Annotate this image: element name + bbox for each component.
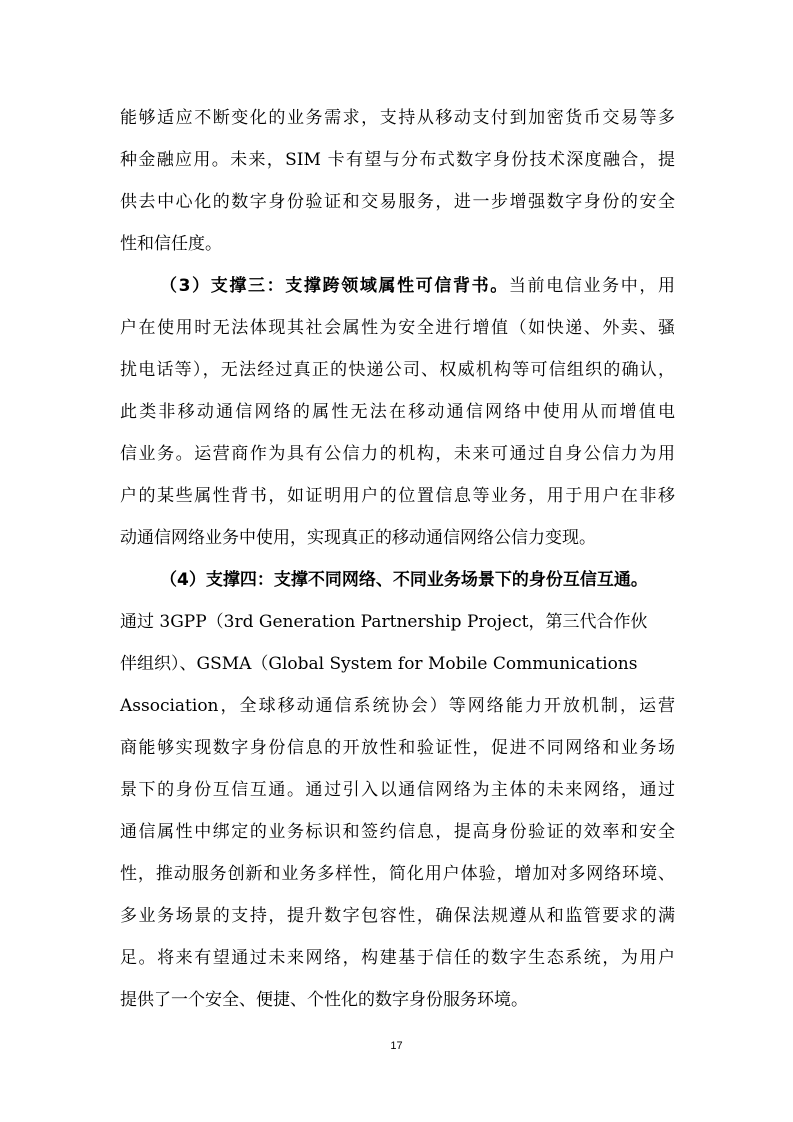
paragraph-2-heading: （3）支撑三：支撑跨领域属性可信背书。 <box>160 276 509 296</box>
paragraph-3-line-11: 提供了一个安全、便捷、个性化的数字身份服务环境。 <box>120 990 528 1010</box>
paragraph-3-line-5: 商能够实现数字身份信息的开放性和验证性，促进不同网络和业务场 <box>120 738 675 758</box>
paragraph-3-line-4: Association，全球移动通信系统协会）等网络能力开放机制，运营 <box>120 696 675 716</box>
paragraph-2-line-6: 户的某些属性背书，如证明用户的位置信息等业务，用于用户在非移 <box>120 486 675 506</box>
paragraph-2-line-2: 户在使用时无法体现其社会属性为安全进行增值（如快递、外卖、骚 <box>120 318 675 338</box>
paragraph-3-line-9: 多业务场景的支持，提升数字包容性，确保法规遵从和监管要求的满 <box>120 906 675 926</box>
paragraph-1-line-3: 供去中心化的数字身份验证和交易服务，进一步增强数字身份的安全 <box>120 192 675 212</box>
paragraph-3-heading: （4）支撑四：支撑不同网络、不同业务场景下的身份互信互通。 <box>160 570 648 590</box>
paragraph-2-line-3: 扰电话等），无法经过真正的快递公司、权威机构等可信组织的确认， <box>120 360 675 380</box>
paragraph-2-line-5: 信业务。运营商作为具有公信力的机构，未来可通过自身公信力为用 <box>120 444 675 464</box>
paragraph-1-line-4: 性和信任度。 <box>120 234 222 254</box>
paragraph-2-line-4: 此类非移动通信网络的属性无法在移动通信网络中使用从而增值电 <box>120 402 675 422</box>
paragraph-1-line-1: 能够适应不断变化的业务需求，支持从移动支付到加密货币交易等多 <box>120 108 675 128</box>
paragraph-3-line-3: 伴组织）、GSMA（Global System for Mobile Communications <box>120 654 638 674</box>
page-number: 17 <box>390 1040 403 1052</box>
paragraph-3-line-10: 足。将来有望通过未来网络，构建基于信任的数字生态系统，为用户 <box>120 948 675 968</box>
paragraph-3-line-1 <box>160 568 675 592</box>
paragraph-3-line-8: 性，推动服务创新和业务多样性，简化用户体验，增加对多网络环境、 <box>120 864 675 884</box>
paragraph-1-line-2: 种金融应用。未来，SIM 卡有望与分布式数字身份技术深度融合，提 <box>120 150 675 170</box>
paragraph-2-line-1-text: 当前电信业务中，用 <box>508 276 676 296</box>
paragraph-2-line-7: 动通信网络业务中使用，实现真正的移动通信网络公信力变现。 <box>120 528 596 548</box>
paragraph-3-line-6: 景下的身份互信互通。通过引入以通信网络为主体的未来网络，通过 <box>120 780 675 800</box>
paragraph-3-line-2: 通过 3GPP（3rd Generation Partnership Project，第三代合作伙 <box>120 612 648 632</box>
paragraph-3-line-7: 通信属性中绑定的业务标识和签约信息，提高身份验证的效率和安全 <box>120 822 675 842</box>
paragraph-2-line-1 <box>160 274 675 298</box>
